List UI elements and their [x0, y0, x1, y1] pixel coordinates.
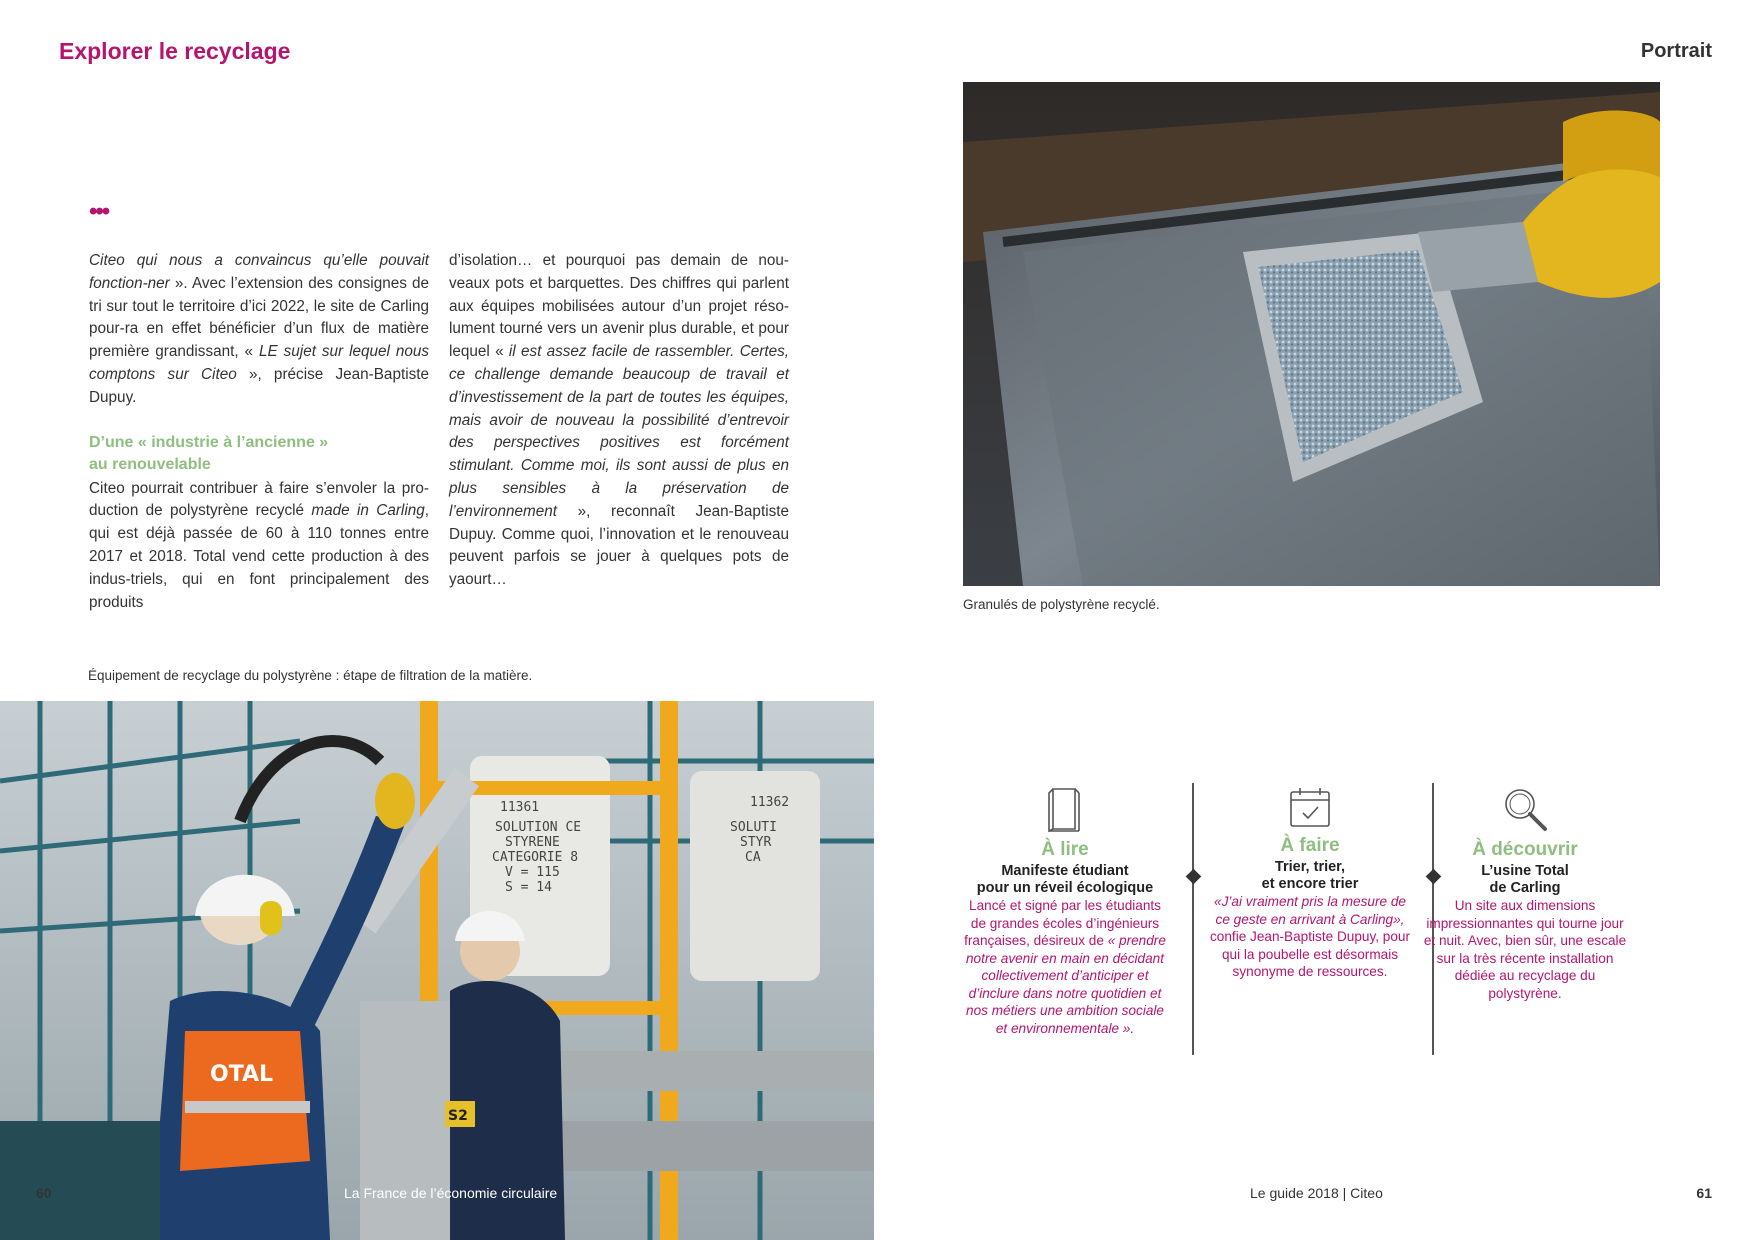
info-subtitle: [1205, 859, 1415, 893]
info-body: [1205, 893, 1415, 981]
caption-granules: Granulés de polystyrène recyclé.: [963, 597, 1160, 612]
continuation-dots: •••: [89, 198, 109, 225]
body-text: ». Avec l’extension des consignes de tri sur tout le territoire d’ici 2022, le site de Carling pour-ra en effet bénéficier d’un flux de matière première grandissant, «: [89, 274, 429, 361]
article-column-1: [89, 250, 429, 614]
info-body: [1420, 897, 1630, 1002]
info-title: À lire: [1041, 839, 1089, 860]
info-box-read: [960, 785, 1170, 1037]
info-body-text: Un site aux dimensions impressionnantes qui tourne jour et nuit. Avec, bien sûr, une escale sur la très récente installation dédiée au recyclage du polystyrène.: [1423, 898, 1627, 1001]
info-subtitle-line: Manifeste étudiant: [1001, 863, 1129, 879]
tank-label-line: CATEGORIE 8: [492, 850, 579, 865]
caption-filtration: Équipement de recyclage du polystyrène : étape de filtration de la matière.: [88, 668, 533, 683]
body-text: », reconnaît Jean-Baptiste Dupuy. Comme quoi, l’innovation et le renouveau peuvent parfois se jouer à quelques pots de yaourt…: [449, 502, 789, 589]
info-subtitle-line: Trier, trier,: [1274, 859, 1346, 875]
info-subtitle-line: et encore trier: [1261, 876, 1359, 892]
info-box-do: [1205, 785, 1415, 981]
body-text: , qui est déjà passée de 60 à 110 tonnes entre 2017 et 2018. Total vend cette production à des indus-triels, qui en font principalement des produits: [89, 502, 429, 611]
body-text: Citeo pourrait contribuer à faire s’envoler la pro-duction de polystyrène recyclé: [89, 479, 429, 520]
paragraph-3: [449, 250, 789, 592]
subheading-line-1: D’une « industrie à l’ancienne »: [89, 433, 329, 451]
photo-granules: [963, 82, 1660, 586]
tank-label-line: S = 14: [505, 880, 552, 895]
tank-label-line: STYR: [740, 835, 772, 850]
info-subtitle: [960, 863, 1170, 897]
info-title: À découvrir: [1472, 839, 1578, 860]
subheading: [89, 432, 429, 476]
info-box-discover: [1420, 785, 1630, 1002]
subheading-line-2: au renouvelable: [89, 455, 211, 473]
paragraph-1: [89, 250, 429, 410]
info-body-text: Lancé et signé par les étudiants de grandes écoles d’ingénieurs françaises, désireux de: [964, 898, 1161, 948]
tank-label-line: V = 115: [505, 865, 560, 880]
footer-left-text: La France de l’économie circulaire: [344, 1185, 558, 1201]
tank-label-line: 11362: [750, 795, 790, 810]
info-subtitle-line: L’usine Total: [1481, 863, 1569, 879]
info-body-quote: « prendre notre avenir en main en décidant collectivement d’anticiper et d’inclure dans notre quotidien et nos métiers une ambition sociale et environnementale ».: [966, 933, 1166, 1036]
pipe-tag-text: S2: [448, 1108, 468, 1124]
book-icon: [1045, 785, 1085, 833]
info-subtitle-line: de Carling: [1489, 880, 1561, 896]
tank-label-line: STYRENE: [505, 835, 560, 850]
italic-text: LE sujet sur lequel nous comptons sur Citeo: [89, 343, 429, 383]
paragraph-2: [89, 478, 429, 615]
vest-logo-text: OTAL: [210, 1062, 274, 1087]
body-text: », précise Jean-Baptiste Dupuy.: [89, 365, 430, 406]
info-subtitle: [1420, 863, 1630, 897]
tank-label-line: CA: [745, 850, 761, 865]
section-label-right: Portrait: [1640, 40, 1712, 62]
italic-text: Citeo qui nous a convaincus qu’elle pouvait fonction-ner: [89, 252, 429, 292]
divider-line: [1192, 783, 1194, 1055]
info-body-quote: «J’ai vraiment pris la mesure de ce geste en arrivant à Carling»,: [1214, 894, 1406, 927]
italic-text: made in Carling: [311, 502, 425, 520]
tank-label-line: 11361: [500, 800, 540, 815]
info-title: À faire: [1280, 835, 1340, 856]
info-body-text: confie Jean-Baptiste Dupuy, pour qui la poubelle est désormais synonyme de ressources.: [1210, 929, 1410, 979]
body-text: d’isolation… et pourquoi pas demain de nou-veaux pots et barquettes. Des chiffres qui parlent aux équipes mobilisées autour d’un projet réso-lument tourné vers un avenir plus durable, et pour lequel «: [449, 252, 789, 361]
section-title: Explorer le recyclage: [59, 38, 291, 64]
italic-quote: il est assez facile de rassembler. Certes, ce challenge demande beaucoup de travail et d’investissement de la part de toutes les équipes, mais avoir de nouveau la possibilité d’entrevoir des perspectives positives est forcément stimulant. Comme moi, ils sont aussi de plus en plus sensibles à la préservation de l’environnement: [449, 343, 789, 520]
info-body: [960, 897, 1170, 1037]
calendar-icon: [1288, 785, 1332, 829]
article-column-2: [449, 250, 789, 592]
page-number-left: 60: [36, 1185, 52, 1201]
magnifier-icon: [1501, 785, 1549, 833]
info-subtitle-line: pour un réveil écologique: [976, 880, 1154, 896]
divider-diamond: [1186, 869, 1202, 885]
photo-filtration: [0, 701, 874, 1240]
footer-right-text: Le guide 2018 | Citeo: [1250, 1185, 1383, 1201]
tank-label-line: SOLUTION CE: [495, 820, 582, 835]
page-number-right: 61: [1696, 1185, 1712, 1201]
tank-label-line: SOLUTI: [730, 820, 777, 835]
